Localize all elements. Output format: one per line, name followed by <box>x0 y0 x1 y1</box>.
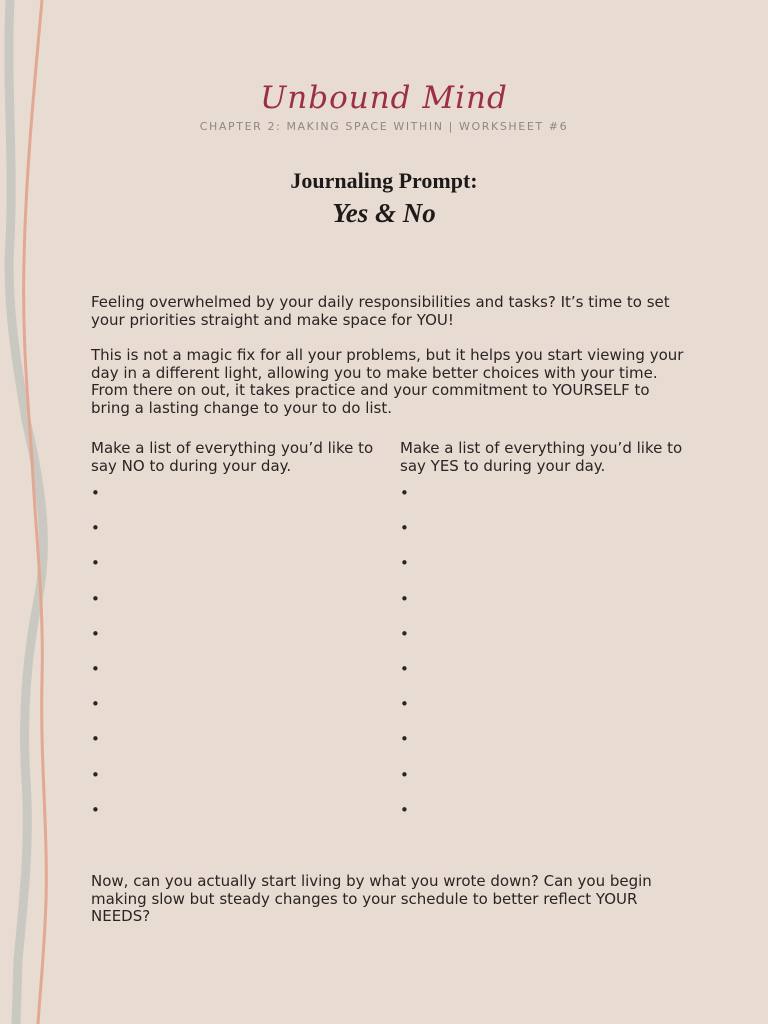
yes-bullet-item[interactable]: • <box>400 800 409 819</box>
no-column-heading: Make a list of everything you’d like to say NO to during your day. <box>91 439 374 475</box>
decorative-brush-strokes <box>0 0 70 1024</box>
gray-brush-stroke <box>9 0 44 1024</box>
closing-paragraph: Now, can you actually start living by what you wrote down? Can you begin making slow but steady changes to your schedule to better reflect YOUR NEEDS? <box>91 872 652 925</box>
prompt-subtitle: Yes & No <box>332 198 436 228</box>
no-bullet-item[interactable]: • <box>91 589 100 608</box>
no-bullet-item[interactable]: • <box>91 519 100 538</box>
yes-bullet-item[interactable]: • <box>400 765 409 784</box>
yes-bullet-item[interactable]: • <box>400 624 409 643</box>
brand-title: Unbound Mind <box>260 80 508 116</box>
no-bullet-item[interactable]: • <box>91 800 100 819</box>
yes-bullet-item[interactable]: • <box>400 730 409 749</box>
yes-bullet-item[interactable]: • <box>400 554 409 573</box>
no-bullet-item[interactable]: • <box>91 659 100 678</box>
no-bullet-item[interactable]: • <box>91 484 100 502</box>
prompt-title: Journaling Prompt: <box>290 168 478 193</box>
yes-bullet-item[interactable]: • <box>400 589 409 608</box>
no-bullet-item[interactable]: • <box>91 765 100 784</box>
yes-bullet-item[interactable]: • <box>400 519 409 538</box>
yes-bullet-list <box>400 485 409 837</box>
no-bullet-item[interactable]: • <box>91 730 100 749</box>
chapter-label: CHAPTER 2: MAKING SPACE WITHIN | WORKSHEET #6 <box>199 120 569 133</box>
yes-bullet-item[interactable]: • <box>400 659 409 678</box>
no-bullet-item[interactable]: • <box>91 695 100 714</box>
intro-paragraph-1: Feeling overwhelmed by your daily responsibilities and tasks? It’s time to set your priorities straight and make space for YOU! <box>91 293 670 329</box>
no-bullet-item[interactable]: • <box>91 624 100 643</box>
yes-bullet-item[interactable]: • <box>400 695 409 714</box>
no-bullet-item[interactable]: • <box>91 554 100 573</box>
no-bullet-list <box>91 485 100 837</box>
yes-column <box>400 439 700 819</box>
yes-bullet-item[interactable]: • <box>400 484 409 502</box>
yes-column-heading: Make a list of everything you’d like to say YES to during your day. <box>400 439 683 475</box>
no-column <box>91 439 391 819</box>
intro-paragraph-2: This is not a magic fix for all your problems, but it helps you start viewing your day in a different light, allowing you to make better choices with your time. From there on out, it takes practice and your commitment to YOURSELF to bring a lasting change to your to do list. <box>91 346 684 417</box>
